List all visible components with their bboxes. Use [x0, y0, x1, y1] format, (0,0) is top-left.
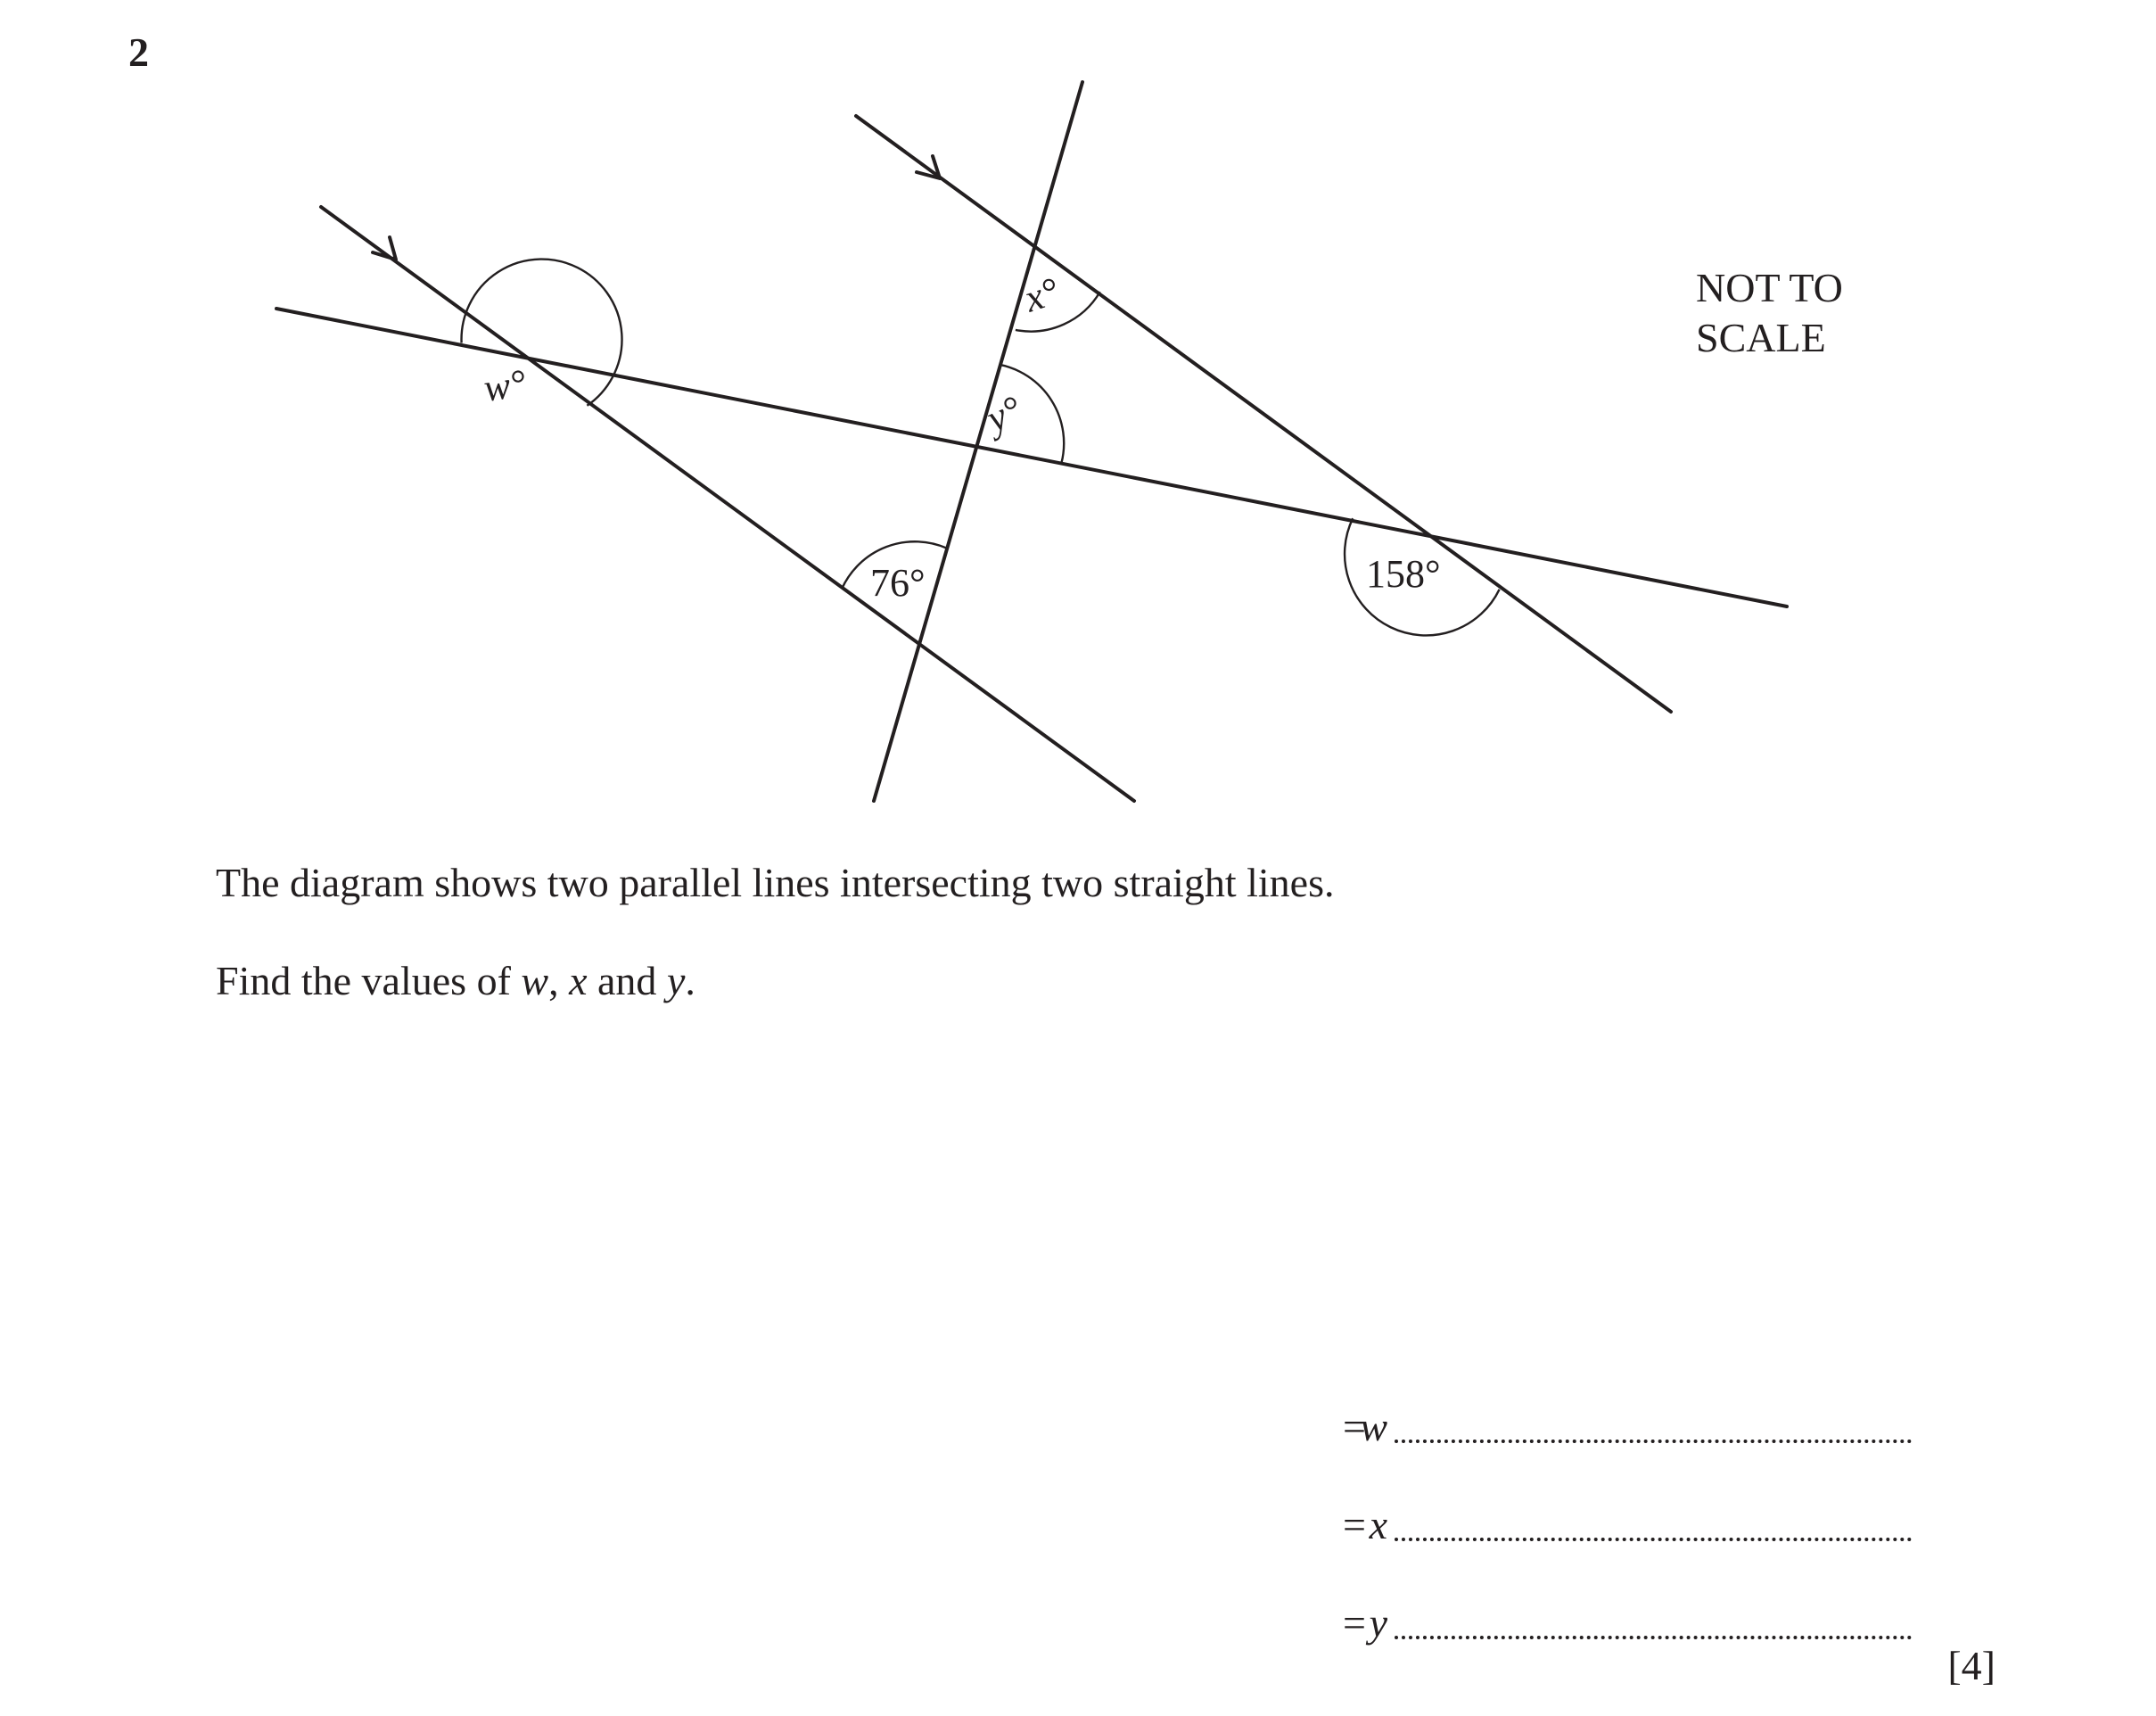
instruction-prefix: Find the values of [216, 958, 522, 1003]
answer-label-x: x [1369, 1502, 1387, 1547]
instruction-var-y: y [666, 958, 686, 1003]
angle-label-158: 158° [1366, 552, 1441, 596]
answer-row-x [1284, 1498, 1908, 1552]
marks-allocation: [4] [1947, 1643, 1996, 1688]
answer-line-y[interactable] [1395, 1636, 1912, 1639]
not-to-scale-line-2: SCALE [1696, 315, 1826, 360]
question-number: 2 [128, 29, 149, 75]
answer-label-w: w [1360, 1404, 1387, 1449]
instruction-end: . [685, 958, 695, 1003]
instruction-sep: , [548, 958, 570, 1003]
question-instruction [216, 956, 695, 1005]
transversal-line [874, 82, 1082, 801]
angle-label-w: w° [481, 360, 529, 410]
angle-label-76: 76° [870, 561, 926, 605]
instruction-and: and [587, 958, 667, 1003]
instruction-var-w: w [521, 958, 549, 1003]
answer-row-y [1284, 1596, 1908, 1650]
answer-line-x[interactable] [1395, 1538, 1912, 1541]
answer-line-w[interactable] [1395, 1440, 1912, 1443]
not-to-scale-line-1: NOT TO [1696, 265, 1843, 310]
parallel-line-2 [856, 116, 1671, 712]
answer-equals: = [1343, 1502, 1366, 1547]
answer-equals: = [1343, 1404, 1366, 1449]
instruction-var-x: x [569, 958, 588, 1003]
angle-label-y: y° [980, 387, 1028, 441]
intersecting-line [276, 309, 1787, 606]
angle-label-x: x° [1018, 268, 1065, 321]
question-statement: The diagram shows two parallel lines intersecting two straight lines. [216, 860, 1335, 905]
answer-label-y: y [1369, 1600, 1387, 1646]
answer-row-w [1284, 1400, 1908, 1454]
answer-equals: = [1343, 1600, 1366, 1646]
parallel-line-1 [321, 207, 1134, 801]
angle-diagram [0, 0, 2156, 856]
